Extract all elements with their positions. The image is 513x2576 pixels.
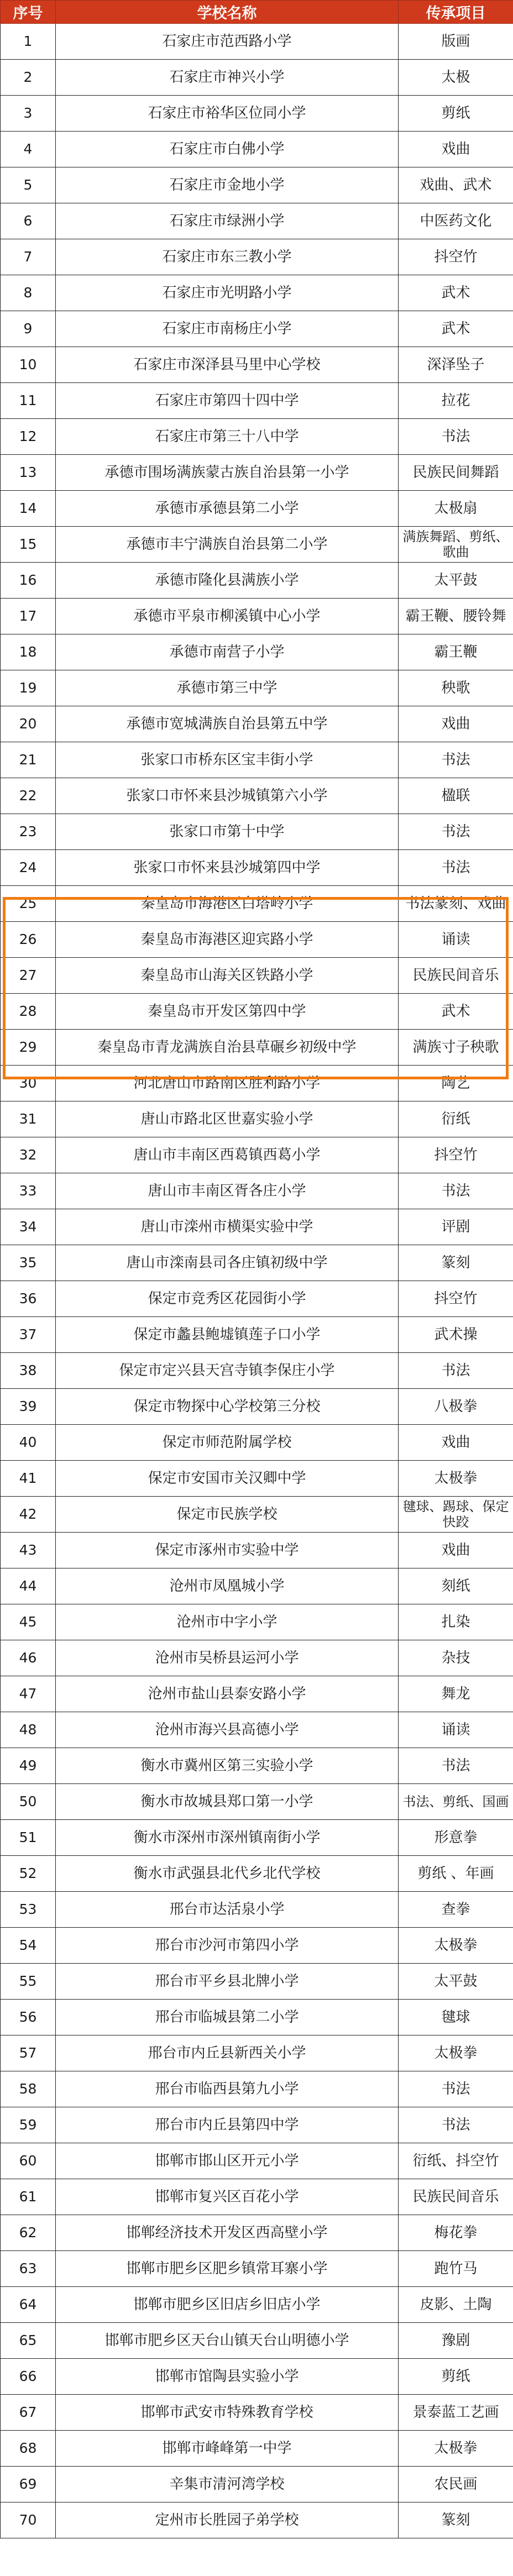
school-name: 石家庄市绿洲小学 [56,203,399,239]
school-name: 保定市安国市关汉卿中学 [56,1461,399,1497]
row-number: 14 [1,491,56,527]
row-number: 27 [1,958,56,994]
table-row [1,742,513,778]
heritage-project: 扎染 [399,1604,513,1640]
table-row [1,2359,513,2395]
row-number: 25 [1,886,56,922]
row-number: 69 [1,2467,56,2502]
table-row [1,1784,513,1820]
school-name: 沧州市中字小学 [56,1604,399,1640]
school-name: 邯郸市复兴区百花小学 [56,2179,399,2215]
heritage-project: 满族寸子秧歌 [399,1030,513,1066]
row-number: 49 [1,1748,56,1784]
heritage-project: 太极拳 [399,1461,513,1497]
row-number: 57 [1,2035,56,2071]
school-name: 邢台市内丘县第四中学 [56,2107,399,2143]
row-number: 66 [1,2359,56,2395]
school-name: 邯郸经济技术开发区西高壁小学 [56,2215,399,2251]
school-name: 石家庄市深泽县马里中心学校 [56,347,399,383]
table-row [1,455,513,491]
table-row [1,96,513,132]
heritage-project: 毽球、踢球、保定快跤 [399,1497,513,1533]
school-name: 保定市蠡县鲍墟镇莲子口小学 [56,1317,399,1353]
table-row [1,1856,513,1892]
school-name: 秦皇岛市山海关区铁路小学 [56,958,399,994]
table-row [1,167,513,203]
table-row [1,706,513,742]
heritage-project: 评剧 [399,1209,513,1245]
table-row [1,2323,513,2359]
table-row [1,2143,513,2179]
school-name: 承德市南营子小学 [56,634,399,670]
row-number: 40 [1,1425,56,1461]
table-row [1,1604,513,1640]
heritage-project: 戏曲、武术 [399,167,513,203]
heritage-project: 太极拳 [399,1928,513,1964]
table-row [1,2467,513,2502]
row-number: 32 [1,1137,56,1173]
row-number: 30 [1,1066,56,1101]
row-number: 6 [1,203,56,239]
school-name: 沧州市凤凰城小学 [56,1568,399,1604]
row-number: 18 [1,634,56,670]
table-row [1,1964,513,2000]
heritage-project: 武术 [399,275,513,311]
heritage-project: 篆刻 [399,1245,513,1281]
table-row [1,1640,513,1676]
heritage-project: 霸王鞭、腰铃舞 [399,599,513,634]
heritage-project: 查拳 [399,1892,513,1928]
row-number: 61 [1,2179,56,2215]
school-name: 邯郸市邯山区开元小学 [56,2143,399,2179]
school-name: 唐山市路北区世嘉实验小学 [56,1101,399,1137]
school-name: 邯郸市肥乡区肥乡镇常耳寨小学 [56,2251,399,2287]
table-row [1,491,513,527]
table-row [1,527,513,563]
heritage-project: 戏曲 [399,706,513,742]
row-number: 21 [1,742,56,778]
heritage-project: 诵读 [399,922,513,958]
row-number: 46 [1,1640,56,1676]
table-row [1,1892,513,1928]
school-name: 秦皇岛市开发区第四中学 [56,994,399,1030]
school-name: 保定市定兴县天宫寺镇李保庄小学 [56,1353,399,1389]
table-row [1,1173,513,1209]
school-name: 邯郸市武安市特殊教育学校 [56,2395,399,2431]
row-number: 47 [1,1676,56,1712]
school-name: 承德市平泉市柳溪镇中心小学 [56,599,399,634]
table-row [1,670,513,706]
row-number: 10 [1,347,56,383]
heritage-project: 民族民间音乐 [399,2179,513,2215]
row-number: 63 [1,2251,56,2287]
heritage-project: 书法 [399,1353,513,1389]
table-row [1,850,513,886]
heritage-project: 太极拳 [399,2431,513,2467]
school-name: 石家庄市神兴小学 [56,60,399,96]
school-name: 承德市隆化县满族小学 [56,563,399,599]
heritage-project: 书法篆刻、戏曲 [399,886,513,922]
school-name: 邢台市内丘县新西关小学 [56,2035,399,2071]
heritage-project: 篆刻 [399,2502,513,2538]
row-number: 13 [1,455,56,491]
row-number: 42 [1,1497,56,1533]
heritage-project: 跑竹马 [399,2251,513,2287]
school-name: 石家庄市光明路小学 [56,275,399,311]
heritage-project: 衍纸 [399,1101,513,1137]
table-row [1,275,513,311]
row-number: 65 [1,2323,56,2359]
row-number: 48 [1,1712,56,1748]
school-name: 石家庄市第三十八中学 [56,419,399,455]
school-name: 保定市涿州市实验中学 [56,1533,399,1568]
table-row [1,1066,513,1101]
heritage-project: 太极 [399,60,513,96]
heritage-project: 戏曲 [399,1533,513,1568]
row-number: 43 [1,1533,56,1568]
table-row [1,2251,513,2287]
heritage-project: 深泽坠子 [399,347,513,383]
heritage-project: 书法 [399,1748,513,1784]
heritage-project: 衍纸、抖空竹 [399,2143,513,2179]
row-number: 17 [1,599,56,634]
school-name: 承德市第三中学 [56,670,399,706]
row-number: 4 [1,132,56,167]
table-row [1,2215,513,2251]
school-name: 唐山市丰南区胥各庄小学 [56,1173,399,1209]
header-school-name: 学校名称 [56,1,399,24]
school-name: 邯郸市馆陶县实验小学 [56,2359,399,2395]
row-number: 28 [1,994,56,1030]
row-number: 7 [1,239,56,275]
school-name: 邢台市沙河市第四小学 [56,1928,399,1964]
heritage-project: 霸王鞭 [399,634,513,670]
table-row [1,2179,513,2215]
row-number: 19 [1,670,56,706]
school-name: 衡水市冀州区第三实验小学 [56,1748,399,1784]
table-row [1,1101,513,1137]
heritage-project: 剪纸 、年画 [399,1856,513,1892]
heritage-project: 农民画 [399,2467,513,2502]
row-number: 15 [1,527,56,563]
row-number: 60 [1,2143,56,2179]
row-number: 36 [1,1281,56,1317]
table-row [1,1245,513,1281]
table-row [1,1030,513,1066]
heritage-project: 太极扇 [399,491,513,527]
row-number: 70 [1,2502,56,2538]
row-number: 35 [1,1245,56,1281]
table-body [1,24,513,2538]
school-name: 唐山市滦州市横渠实验中学 [56,1209,399,1245]
row-number: 3 [1,96,56,132]
heritage-project: 武术操 [399,1317,513,1353]
row-number: 16 [1,563,56,599]
table-row [1,2035,513,2071]
row-number: 24 [1,850,56,886]
table-row [1,2395,513,2431]
school-name: 秦皇岛市青龙满族自治县草碾乡初级中学 [56,1030,399,1066]
heritage-project: 书法、剪纸、国画 [399,1784,513,1820]
table-row [1,1820,513,1856]
table-row [1,1568,513,1604]
heritage-project: 书法 [399,814,513,850]
table-row [1,1137,513,1173]
table-row [1,60,513,96]
school-name: 石家庄市裕华区位同小学 [56,96,399,132]
heritage-project: 剪纸 [399,96,513,132]
table-row [1,1353,513,1389]
heritage-project: 抖空竹 [399,239,513,275]
table-row [1,1281,513,1317]
heritage-project: 太平鼓 [399,1964,513,2000]
table-row [1,1712,513,1748]
table-row [1,1748,513,1784]
school-name: 承德市围场满族蒙古族自治县第一小学 [56,455,399,491]
table-row [1,1389,513,1425]
table-row [1,2107,513,2143]
heritage-project: 版画 [399,24,513,60]
row-number: 12 [1,419,56,455]
school-name: 定州市长胜园子弟学校 [56,2502,399,2538]
table-row [1,132,513,167]
school-name: 唐山市丰南区西葛镇西葛小学 [56,1137,399,1173]
table-row [1,1533,513,1568]
table-row [1,994,513,1030]
row-number: 64 [1,2287,56,2323]
heritage-project: 杂技 [399,1640,513,1676]
heritage-project: 书法 [399,742,513,778]
row-number: 1 [1,24,56,60]
row-number: 23 [1,814,56,850]
table-row [1,347,513,383]
school-name: 保定市竞秀区花园街小学 [56,1281,399,1317]
table-row [1,2502,513,2538]
row-number: 22 [1,778,56,814]
row-number: 11 [1,383,56,419]
row-number: 5 [1,167,56,203]
heritage-project: 抖空竹 [399,1137,513,1173]
school-name: 张家口市怀来县沙城镇第六小学 [56,778,399,814]
school-name: 秦皇岛市海港区迎宾路小学 [56,922,399,958]
heritage-project: 楹联 [399,778,513,814]
heritage-project: 书法 [399,1173,513,1209]
row-number: 68 [1,2431,56,2467]
header-row [1,1,513,24]
heritage-project: 梅花拳 [399,2215,513,2251]
table-row [1,1497,513,1533]
school-name: 保定市民族学校 [56,1497,399,1533]
row-number: 34 [1,1209,56,1245]
table-row [1,419,513,455]
row-number: 41 [1,1461,56,1497]
school-name: 邢台市达活泉小学 [56,1892,399,1928]
table-row [1,2071,513,2107]
school-name: 秦皇岛市海港区白塔岭小学 [56,886,399,922]
row-number: 33 [1,1173,56,1209]
table-row [1,203,513,239]
school-name: 衡水市深州市深州镇南街小学 [56,1820,399,1856]
table-row [1,1317,513,1353]
table-row [1,922,513,958]
row-number: 29 [1,1030,56,1066]
school-name: 沧州市海兴县高德小学 [56,1712,399,1748]
school-name: 石家庄市东三教小学 [56,239,399,275]
school-name: 张家口市怀来县沙城第四中学 [56,850,399,886]
table-row [1,778,513,814]
row-number: 67 [1,2395,56,2431]
heritage-project: 戏曲 [399,1425,513,1461]
heritage-project: 豫剧 [399,2323,513,2359]
school-name: 保定市物探中心学校第三分校 [56,1389,399,1425]
heritage-project: 戏曲 [399,132,513,167]
heritage-project: 太极拳 [399,2035,513,2071]
heritage-project: 抖空竹 [399,1281,513,1317]
school-name: 石家庄市金地小学 [56,167,399,203]
school-name: 沧州市吴桥县运河小学 [56,1640,399,1676]
heritage-project: 秧歌 [399,670,513,706]
row-number: 8 [1,275,56,311]
school-name: 张家口市第十中学 [56,814,399,850]
table-row [1,1676,513,1712]
table-row [1,2000,513,2035]
heritage-project: 书法 [399,419,513,455]
heritage-project: 皮影、土陶 [399,2287,513,2323]
school-name: 邯郸市肥乡区旧店乡旧店小学 [56,2287,399,2323]
school-name: 石家庄市第四十四中学 [56,383,399,419]
header-heritage-project: 传承项目 [399,1,513,24]
row-number: 44 [1,1568,56,1604]
row-number: 31 [1,1101,56,1137]
table-row [1,1209,513,1245]
heritage-project: 陶艺 [399,1066,513,1101]
heritage-project: 书法 [399,850,513,886]
heritage-project: 太平鼓 [399,563,513,599]
school-name: 承德市丰宁满族自治县第二小学 [56,527,399,563]
school-name: 衡水市武强县北代乡北代学校 [56,1856,399,1892]
row-number: 56 [1,2000,56,2035]
school-name: 邯郸市肥乡区天台山镇天台山明德小学 [56,2323,399,2359]
school-name: 邯郸市峰峰第一中学 [56,2431,399,2467]
table-row [1,886,513,922]
heritage-project: 民族民间舞蹈 [399,455,513,491]
heritage-project: 武术 [399,994,513,1030]
row-number: 39 [1,1389,56,1425]
heritage-project: 剪纸 [399,2359,513,2395]
school-name: 邢台市临城县第二小学 [56,2000,399,2035]
heritage-project: 拉花 [399,383,513,419]
heritage-project: 形意拳 [399,1820,513,1856]
heritage-project: 诵读 [399,1712,513,1748]
school-name: 衡水市故城县郑口第一小学 [56,1784,399,1820]
heritage-project: 景泰蓝工艺画 [399,2395,513,2431]
heritage-project: 八极拳 [399,1389,513,1425]
school-name: 承德市宽城满族自治县第五中学 [56,706,399,742]
row-number: 62 [1,2215,56,2251]
table-row [1,1928,513,1964]
row-number: 9 [1,311,56,347]
school-name: 张家口市桥东区宝丰街小学 [56,742,399,778]
school-name: 石家庄市范西路小学 [56,24,399,60]
row-number: 58 [1,2071,56,2107]
school-name: 唐山市滦南县司各庄镇初级中学 [56,1245,399,1281]
row-number: 2 [1,60,56,96]
table-row [1,383,513,419]
table-row [1,2287,513,2323]
row-number: 54 [1,1928,56,1964]
heritage-project: 舞龙 [399,1676,513,1712]
school-name: 辛集市清河湾学校 [56,2467,399,2502]
table-row [1,599,513,634]
table-row [1,1425,513,1461]
school-name: 石家庄市白佛小学 [56,132,399,167]
school-name: 沧州市盐山县泰安路小学 [56,1676,399,1712]
school-name: 保定市师范附属学校 [56,1425,399,1461]
school-name: 邢台市临西县第九小学 [56,2071,399,2107]
school-name: 邢台市平乡县北牌小学 [56,1964,399,2000]
table-row [1,1461,513,1497]
row-number: 50 [1,1784,56,1820]
table-row [1,239,513,275]
heritage-project: 满族舞蹈、剪纸、歌曲 [399,527,513,563]
row-number: 55 [1,1964,56,2000]
table-row [1,311,513,347]
row-number: 45 [1,1604,56,1640]
heritage-project: 书法 [399,2107,513,2143]
school-name: 石家庄市南杨庄小学 [56,311,399,347]
heritage-project: 刻纸 [399,1568,513,1604]
row-number: 37 [1,1317,56,1353]
row-number: 51 [1,1820,56,1856]
table-row [1,2431,513,2467]
row-number: 20 [1,706,56,742]
row-number: 38 [1,1353,56,1389]
table-row [1,814,513,850]
header-number: 序号 [1,1,56,24]
heritage-project: 毽球 [399,2000,513,2035]
school-name: 河北唐山市路南区胜利路小学 [56,1066,399,1101]
heritage-project: 书法 [399,2071,513,2107]
table-row [1,24,513,60]
heritage-project: 中医药文化 [399,203,513,239]
heritage-project: 民族民间音乐 [399,958,513,994]
school-name: 承德市承德县第二小学 [56,491,399,527]
table-row [1,563,513,599]
row-number: 26 [1,922,56,958]
row-number: 59 [1,2107,56,2143]
heritage-project: 武术 [399,311,513,347]
table-row [1,634,513,670]
row-number: 52 [1,1856,56,1892]
table-row [1,958,513,994]
row-number: 53 [1,1892,56,1928]
